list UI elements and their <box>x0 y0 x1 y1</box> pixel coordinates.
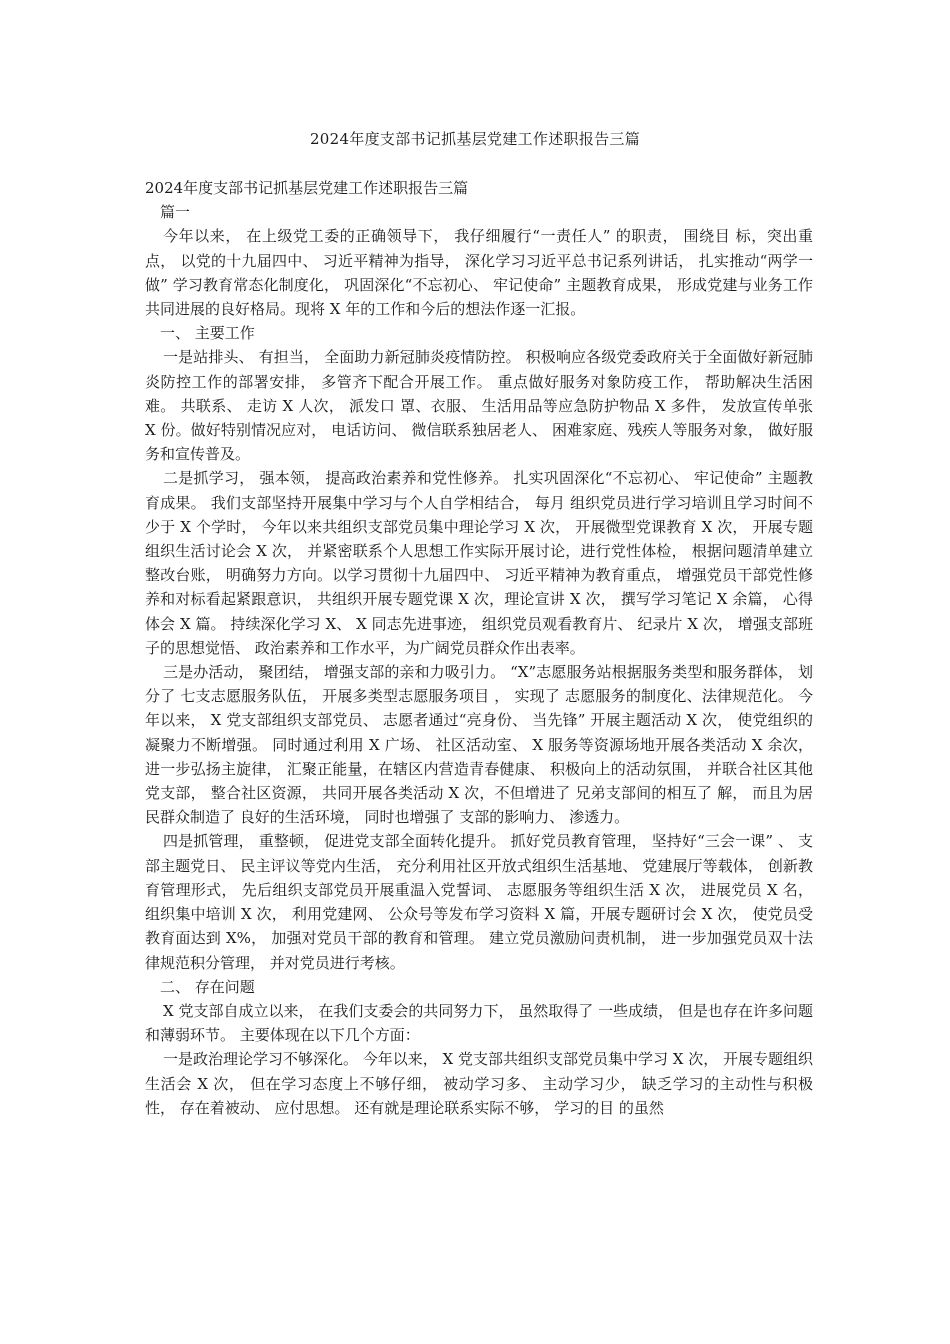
intro-paragraph: 今年以来， 在上级党工委的正确领导下， 我仔细履行“一责任人” 的职责， 围绕目 标，突出重点， 以党的十九届四中、 习近平精神为指导， 深化学习习近平总书记系列讲话， 扎实推动“两学一做” 学习教育常态化制度化， 巩固深化“不忘初心、 牢记使命” 主题教育成果， 形成党建与业务工作共同进展的良好格局。现将 X 年的工作和今后的想法作逐一汇报。 <box>145 227 813 319</box>
body-paragraph: 二是抓学习， 强本领， 提高政治素养和党性修养。 扎实巩固深化“不忘初心、 牢记使命” 主题教育成果。 我们支部坚持开展集中学习与个人自学相结合， 每月 组织党员进行学习培训且学习时间不少于 X 个学时， 今年以来共组织支部党员集中理论学习 X 次， 开展微型党课教育 X 次， 开展专题组织生活讨论会 X 次， 并紧密联系个人思想工作实际开展讨论，进行党性体检， 根据问题清单建立整改台账， 明确努力方向。以学习贯彻十九届四中、 习近平精神为教育重点， 增强党员干部党性修养和对标看起紧跟意识， 共组织开展专题党课 X 次，理论宣讲 X 次， 撰写学习笔记 X 余篇， 心得体会 X 篇。 持续深化学习 X、 X 同志先进事迹， 组织党员观看教育片、 纪录片 X 次， 增强支部班子的思想觉悟、 政治素养和工作水平，为广阔党员群众作出表率。 <box>145 469 813 657</box>
body-paragraph: X 党支部自成立以来， 在我们支委会的共同努力下， 虽然取得了 一些成绩， 但是也存在许多问题和薄弱环节。 主要体现在以下几个方面： <box>145 1001 813 1045</box>
body-paragraph: 三是办活动， 聚团结， 增强支部的亲和力吸引力。 “X”志愿服务站根据服务类型和服务群体， 划分了 七支志愿服务队伍， 开展多类型志愿服务项目 ， 实现了 志愿服务的制度化、法律规范化。 今年以来， X 党支部组织支部党员、 志愿者通过“亮身份、 当先锋” 开展主题活动 X 次， 使党组织的凝聚力不断增强。 同时通过利用 X 广场、 社区活动室、 X 服务等资源场地开展各类活动 X 余次， 进一步弘扬主旋律， 汇聚正能量，在辖区内营造青春健康、 积极向上的活动氛围， 并联合社区其他党支部， 整合社区资源， 共同开展各类活动 X 次，不但增进了 兄弟支部间的相互了 解， 而且为居民群众制造了 良好的生活环境， 同时也增强了 支部的影响力、 渗透力。 <box>145 663 813 827</box>
document-body <box>145 176 813 1120</box>
document-title: 2024年度支部书记抓基层党建工作述职报告三篇 <box>309 130 641 148</box>
body-paragraph: 一是政治理论学习不够深化。 今年以来， X 党支部共组织支部党员集中学习 X 次， 开展专题组织生活会 X 次， 但在学习态度上不够仔细， 被动学习多、 主动学习少， 缺乏学习的主动性与积极性， 存在着被动、 应付思想。 还有就是理论联系实际不够， 学习的目 的虽然 <box>145 1050 813 1117</box>
section-heading: 二、 存在问题 <box>160 977 255 996</box>
section-heading: 一、 主要工作 <box>160 324 255 343</box>
document-subtitle: 2024年度支部书记抓基层党建工作述职报告三篇 <box>145 179 469 197</box>
body-paragraph: 四是抓管理， 重整顿， 促进党支部全面转化提升。 抓好党员教育管理， 坚持好“三会一课” 、 支部主题党日、 民主评议等党内生活， 充分利用社区开放式组织生活基地、 党建展厅等载体， 创新教育管理形式， 先后组织支部党员开展重温入党誓词、 志愿服务等组织生活 X 次， 进展党员 X 名， 组织集中培训 X 次， 利用党建网、 公众号等发布学习资料 X 篇，开展专题研讨会 X 次， 使党员受教育面达到 X%， 加强对党员干部的教育和管理。 建立党员激励问责机制， 进一步加强党员双十法律规范积分管理， 并对党员进行考核。 <box>145 832 813 972</box>
body-paragraph: 一是站排头、 有担当， 全面助力新冠肺炎疫情防控。 积极响应各级党委政府关于全面做好新冠肺炎防控工作的部署安排， 多管齐下配合开展工作。 重点做好服务对象防疫工作， 帮助解决生活困难。 共联系、 走访 X 人次， 派发口 罩、衣服、 生活用品等应急防护物品 X 多件， 发放宣传单张 X 份。做好特别情况应对， 电话访问、 微信联系独居老人、 困难家庭、残疾人等服务对象， 做好服务和宣传普及。 <box>145 348 813 464</box>
part-label: 篇一 <box>160 203 191 222</box>
